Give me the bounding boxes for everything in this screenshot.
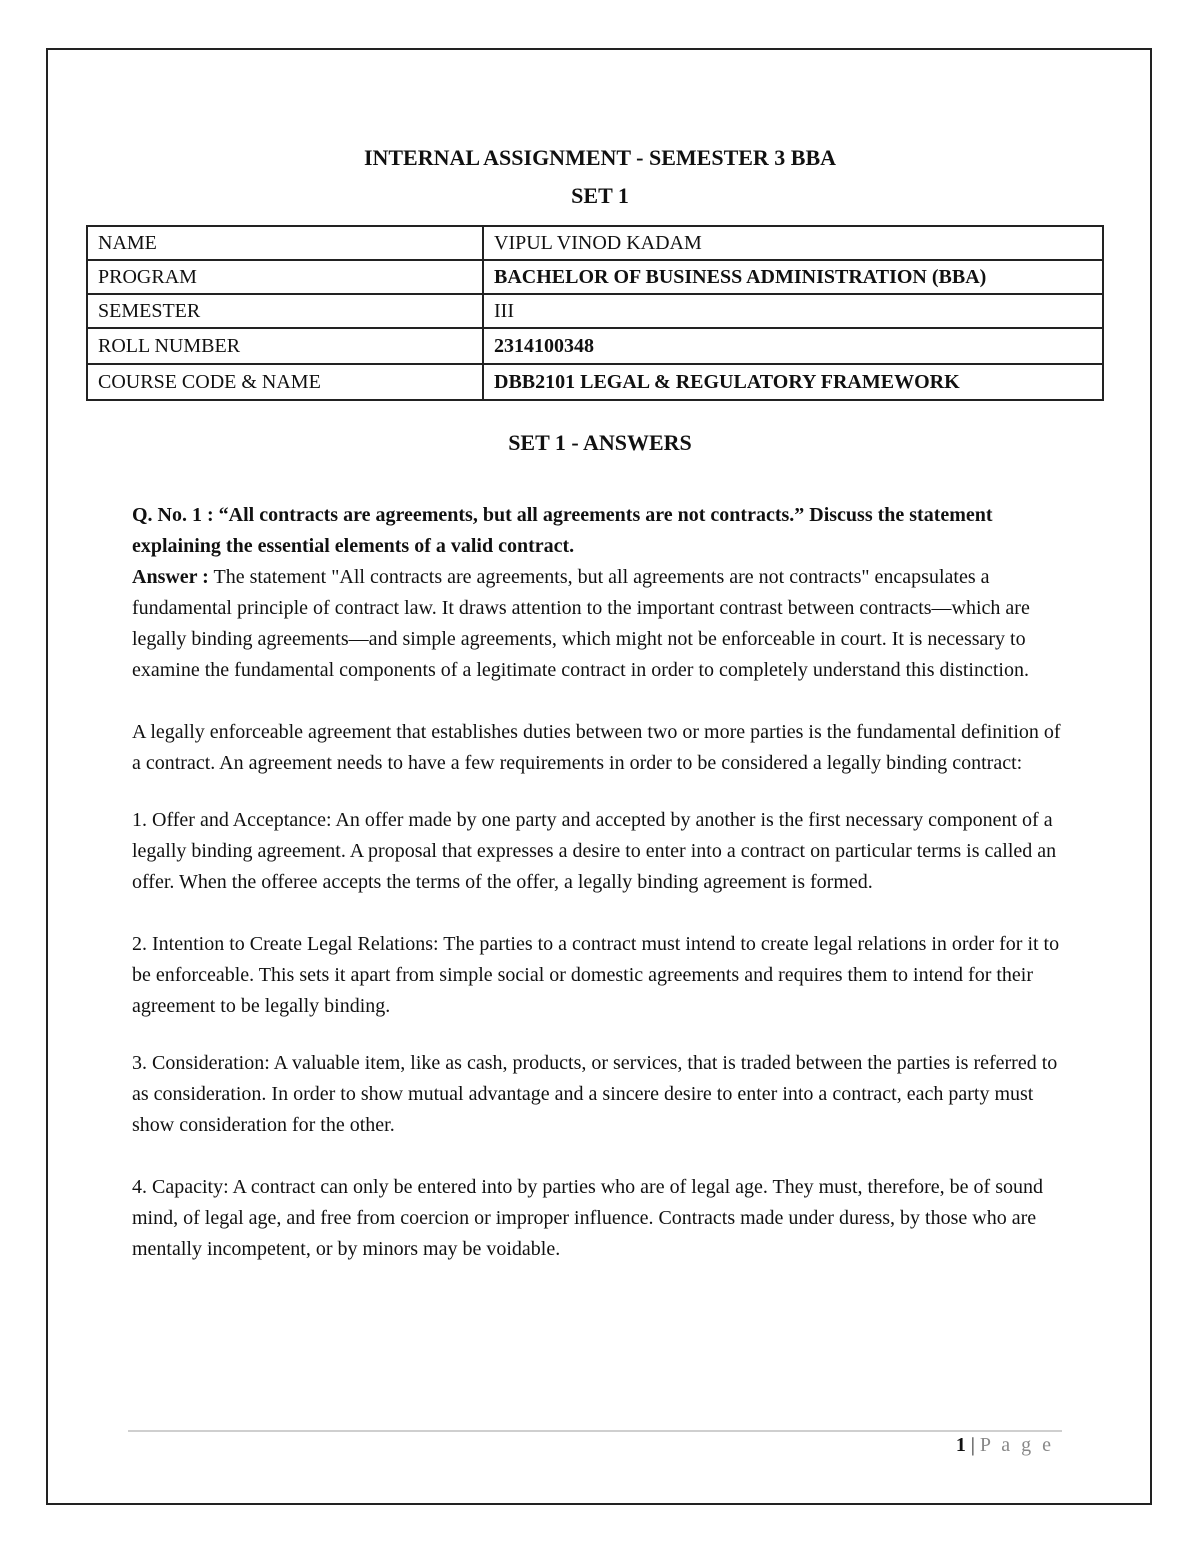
table-row: [87, 260, 1103, 294]
paragraph: A legally enforceable agreement that establishes duties between two or more parties is the fundamental definition of a contract. An agreement needs to have a few requirements in order to be considered a legally binding contract:: [132, 721, 1061, 774]
section-title: SET 1 - ANSWERS: [508, 430, 692, 455]
table-value: III: [483, 294, 1103, 328]
table-label: ROLL NUMBER: [87, 328, 483, 364]
table-value: BACHELOR OF BUSINESS ADMINISTRATION (BBA): [483, 260, 1103, 294]
answer-intro: [132, 562, 1072, 686]
question-text: Q. No. 1 : “All contracts are agreements, but all agreements are not contracts.” Discuss the statement explaining the essential elements of a valid contract.: [132, 504, 993, 557]
page-label: P a g e: [979, 1434, 1054, 1456]
table-row: [87, 328, 1103, 364]
footer-divider: [128, 1430, 1062, 1432]
table-value: DBB2101 LEGAL & REGULATORY FRAMEWORK: [483, 364, 1103, 400]
page-footer: [956, 1434, 1054, 1457]
answer-intro-text: The statement "All contracts are agreements, but all agreements are not contracts" encapsulates a fundamental principle of contract law. It draws attention to the important contrast between contracts—which are legally binding agreements—and simple agreements, which might not be enforceable in court. It is necessary to examine the fundamental components of a legitimate contract in order to completely understand this distinction.: [132, 566, 1030, 681]
paragraph: 1. Offer and Acceptance: An offer made by one party and accepted by another is the first necessary component of a legally binding agreement. A proposal that expresses a desire to enter into a contract on particular terms is called an offer. When the offeree accepts the terms of the offer, a legally binding agreement is formed.: [132, 809, 1057, 893]
table-row: [87, 294, 1103, 328]
student-info-table: [86, 225, 1104, 401]
table-label: SEMESTER: [87, 294, 483, 328]
answer-label: Answer :: [132, 566, 209, 588]
document-subtitle: SET 1: [571, 183, 629, 208]
table-label: NAME: [87, 226, 483, 260]
paragraph: 4. Capacity: A contract can only be entered into by parties who are of legal age. They must, therefore, be of sound mind, of legal age, and free from coercion or improper influence. Contracts made under duress, by those who are mentally incompetent, or by minors may be voidable.: [132, 1176, 1043, 1260]
document-title: INTERNAL ASSIGNMENT - SEMESTER 3 BBA: [363, 145, 837, 170]
table-label: PROGRAM: [87, 260, 483, 294]
page-number: 1: [955, 1434, 966, 1456]
paragraph: 3. Consideration: A valuable item, like as cash, products, or services, that is traded between the parties is referred to as consideration. In order to show mutual advantage and a sincere desire to enter into a contract, each party must show consideration for the other.: [132, 1052, 1058, 1136]
table-label: COURSE CODE & NAME: [87, 364, 483, 400]
answer-body: [132, 500, 1072, 1265]
table-row: [87, 226, 1103, 260]
table-value: 2314100348: [483, 328, 1103, 364]
paragraph: 2. Intention to Create Legal Relations: The parties to a contract must intend to create legal relations in order for it to be enforceable. This sets it apart from simple social or domestic agreements and requires them to intend for their agreement to be legally binding.: [132, 933, 1060, 1017]
footer-separator: |: [970, 1434, 975, 1456]
table-value: VIPUL VINOD KADAM: [483, 226, 1103, 260]
table-row: [87, 364, 1103, 400]
